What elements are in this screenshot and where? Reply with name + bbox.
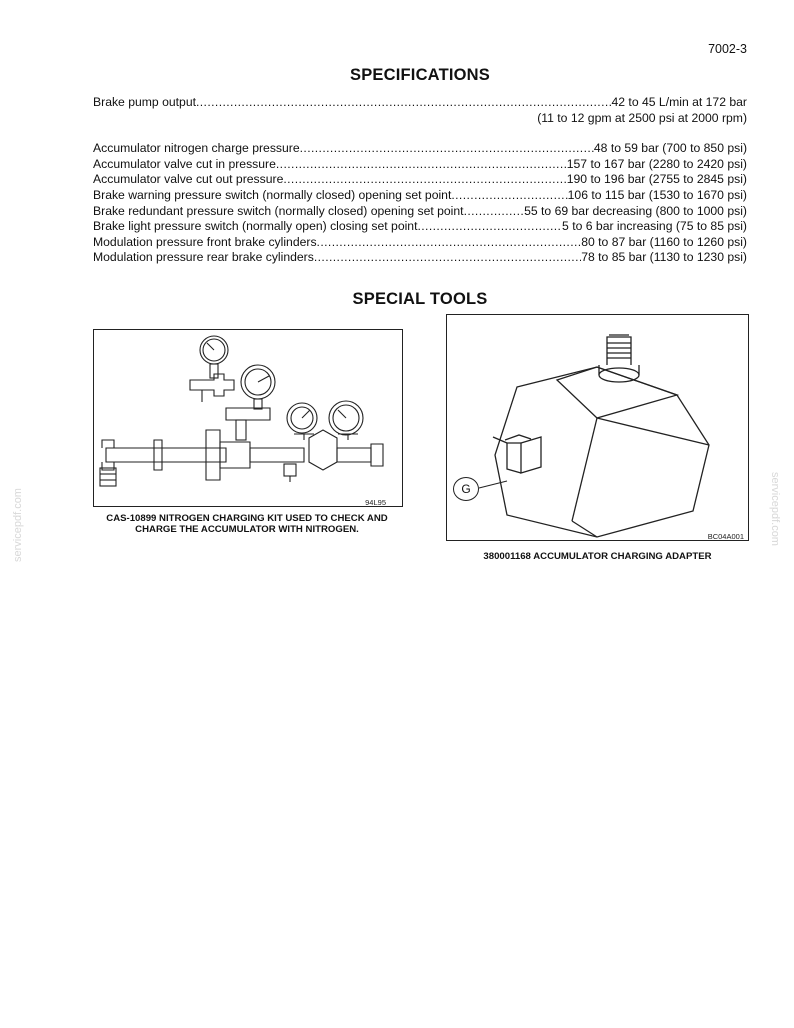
figure-code: 94L95 xyxy=(365,498,386,507)
spec-row xyxy=(93,188,747,204)
leader-dots xyxy=(417,219,562,235)
spec-label: Accumulator nitrogen charge pressure xyxy=(93,141,300,156)
spec-value: 78 to 85 bar (1130 to 1230 psi) xyxy=(581,250,747,265)
spec-label: Modulation pressure rear brake cylinders xyxy=(93,250,314,265)
spec-value: 80 to 87 bar (1160 to 1260 psi) xyxy=(581,234,747,249)
accumulator-charging-adapter-illustration xyxy=(447,315,748,540)
leader-dots xyxy=(451,188,567,204)
spec-label: Accumulator valve cut out pressure xyxy=(93,172,284,187)
spec-row xyxy=(93,157,747,173)
leader-dots xyxy=(283,172,566,188)
caption-line: CAS-10899 NITROGEN CHARGING KIT USED TO CHECK AND xyxy=(106,513,388,524)
charging-adapter-figure xyxy=(446,314,749,541)
spec-rows xyxy=(93,141,747,266)
spec-value: 106 to 115 bar (1530 to 1670 psi) xyxy=(567,187,747,202)
spec-row xyxy=(93,141,747,157)
leader-dots xyxy=(276,157,567,173)
spec-label: Brake pump output xyxy=(93,95,196,109)
spec-value: 48 to 59 bar (700 to 850 psi) xyxy=(593,141,747,156)
page-number: 7002-3 xyxy=(708,42,747,56)
charging-adapter-caption: 380001168 ACCUMULATOR CHARGING ADAPTER xyxy=(483,551,712,562)
spec-label: Brake light pressure switch (normally open) closing set point xyxy=(93,219,418,234)
watermark-right: servicepdf.com xyxy=(769,472,781,546)
spec-value-continued: (11 to 12 gpm at 2500 psi at 2000 rpm) xyxy=(537,110,747,125)
spec-row xyxy=(93,204,747,220)
spec-row xyxy=(93,172,747,188)
nitrogen-charging-kit-illustration xyxy=(94,330,402,506)
specifications-list xyxy=(93,95,747,266)
spec-label: Brake warning pressure switch (normally closed) opening set point xyxy=(93,187,452,202)
spacer xyxy=(93,126,747,141)
spec-row xyxy=(93,235,747,251)
spec-row xyxy=(93,219,747,235)
spec-label: Brake redundant pressure switch (normally closed) opening set point xyxy=(93,203,464,218)
spec-value: 190 to 196 bar (2755 to 2845 psi) xyxy=(566,172,747,187)
leader-dots xyxy=(314,250,581,266)
spec-label: Accumulator valve cut in pressure xyxy=(93,156,276,171)
special-tools-heading: SPECIAL TOOLS xyxy=(352,290,488,308)
caption-line: CHARGE THE ACCUMULATOR WITH NITROGEN. xyxy=(135,524,359,535)
spec-value: 55 to 69 bar decreasing (800 to 1000 psi) xyxy=(524,203,747,218)
leader-dots xyxy=(317,235,582,251)
watermark-left: servicepdf.com xyxy=(12,488,24,562)
charging-kit-caption xyxy=(60,513,434,535)
leader-dots xyxy=(300,141,594,157)
spec-value: 42 to 45 L/min at 172 bar xyxy=(611,95,747,109)
specifications-heading: SPECIFICATIONS xyxy=(349,66,490,84)
spec-row xyxy=(93,250,747,266)
leader-dots xyxy=(196,95,612,111)
spec-label: Modulation pressure front brake cylinders xyxy=(93,234,317,249)
figure-code: BC04A001 xyxy=(707,532,744,541)
leader-dots xyxy=(464,204,525,220)
spec-row-pump xyxy=(93,95,747,111)
spec-value: 5 to 6 bar increasing (75 to 85 psi) xyxy=(562,219,747,234)
spec-value: 157 to 167 bar (2280 to 2420 psi) xyxy=(566,156,747,171)
callout-circle: G xyxy=(453,477,479,501)
charging-kit-figure xyxy=(93,329,403,507)
